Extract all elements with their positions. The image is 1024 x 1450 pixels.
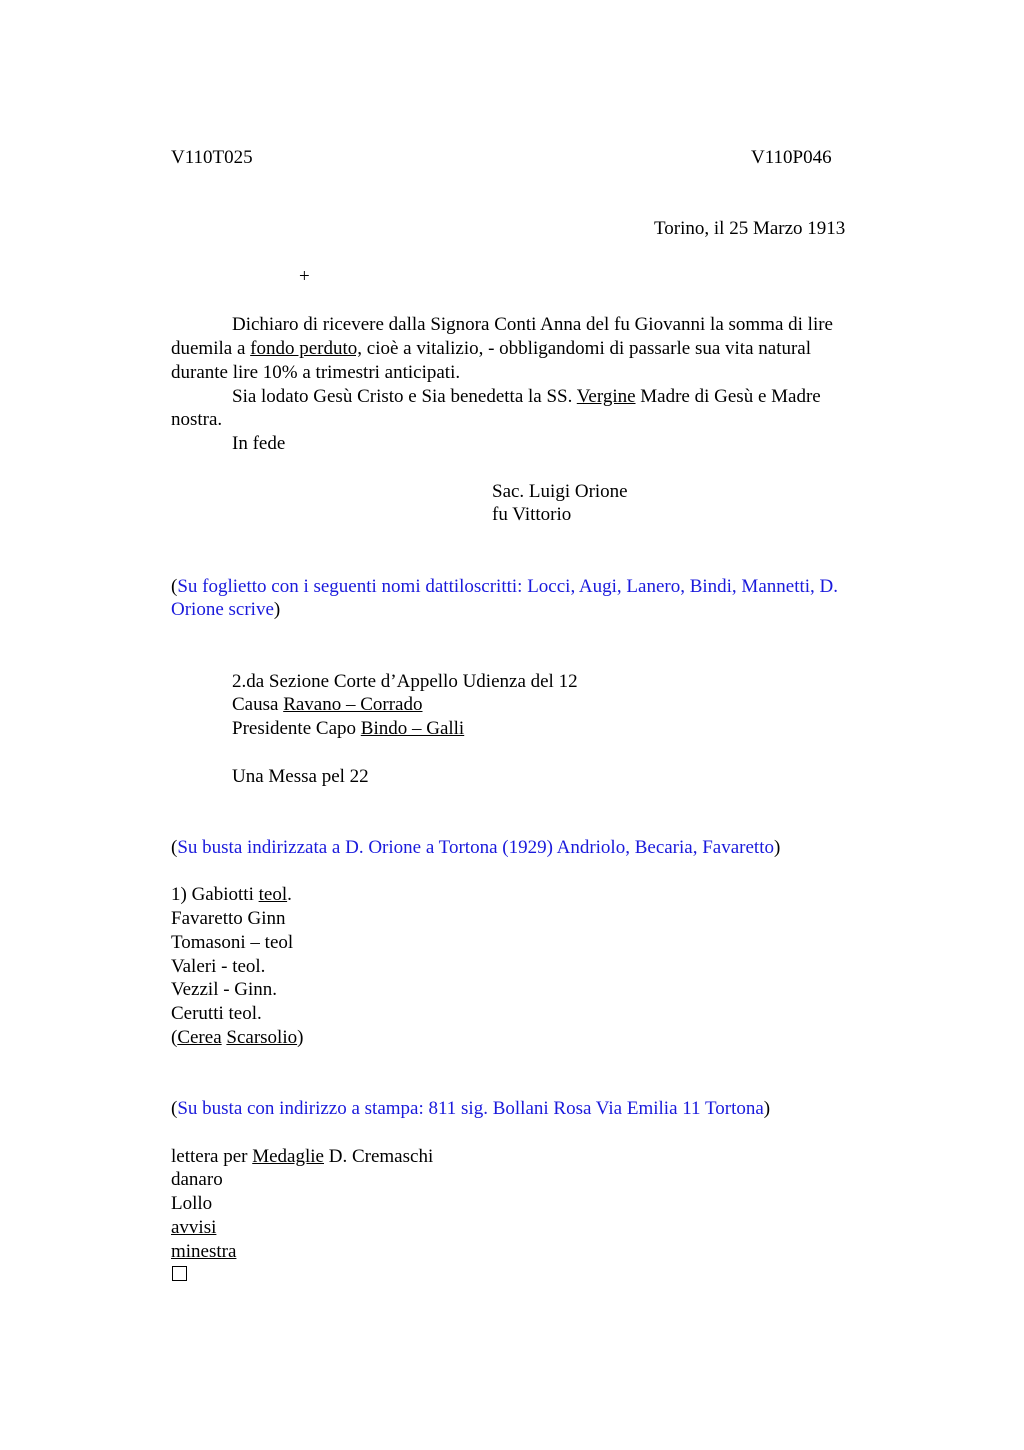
- list-item: Tomasoni – teol: [171, 932, 294, 953]
- underlined-word: teol: [258, 884, 288, 905]
- text-run: Sia lodato Gesù Cristo e Sia benedetta la SS.: [232, 386, 577, 407]
- editorial-note-text: Orione scrive: [171, 599, 274, 620]
- list-item: [171, 883, 292, 907]
- text-run: Presidente Capo: [232, 718, 361, 739]
- list-item: Vezzil - Ginn.: [171, 979, 278, 1000]
- list-item: danaro: [171, 1169, 223, 1190]
- empty-checkbox-icon: [172, 1263, 187, 1287]
- declaration-line-4: [232, 385, 821, 409]
- text-run: 1) Gabiotti: [171, 884, 259, 905]
- signature-father: fu Vittorio: [492, 504, 572, 525]
- bracket: ): [273, 599, 281, 620]
- text-run: cioè a vitalizio, - obbligandomi di passarle sua vita natural: [362, 338, 812, 359]
- list-item: Valeri - teol.: [171, 956, 266, 977]
- court-line-4: Una Messa pel 22: [232, 766, 369, 787]
- text-run: duemila a: [171, 338, 251, 359]
- editorial-note-2: [171, 836, 780, 860]
- list-item: Favaretto Ginn: [171, 908, 286, 929]
- court-line-2: [232, 693, 423, 717]
- bracket: (: [171, 837, 178, 858]
- text-run: D. Cremaschi: [324, 1146, 434, 1167]
- document-code-right: V110P046: [751, 147, 832, 168]
- list-item: [171, 1145, 433, 1169]
- bracket: ): [297, 1027, 304, 1048]
- list-item: [171, 1026, 303, 1050]
- bracket: ): [773, 837, 781, 858]
- underlined-word: Cerea: [177, 1027, 222, 1048]
- editorial-note-text: Su foglietto con i seguenti nomi dattiloscritti: Locci, Augi, Lanero, Bindi, Mannetti, D.: [177, 576, 839, 597]
- case-names: Ravano – Corrado: [283, 694, 423, 715]
- underlined-word-vergine: Vergine: [576, 386, 636, 407]
- text-run: Causa: [232, 694, 284, 715]
- underlined-word: Medaglie: [252, 1146, 324, 1167]
- bracket: (: [171, 1027, 178, 1048]
- date-line: Torino, il 25 Marzo 1913: [654, 218, 846, 239]
- declaration-line-5: nostra.: [171, 409, 223, 430]
- underlined-phrase-fondo-perduto: fondo perduto,: [250, 338, 363, 359]
- editorial-note-text: Su busta indirizzata a D. Orione a Tortona (1929) Andriolo, Becaria, Favaretto: [177, 837, 774, 858]
- declaration-line-1: Dichiaro di ricevere dalla Signora Conti Anna del fu Giovanni la somma di lire: [232, 314, 833, 335]
- document-code-left: V110T025: [171, 147, 253, 168]
- editorial-note-text: Su busta con indirizzo a stampa: 811 sig. Bollani Rosa Via Emilia 11 Tortona: [177, 1098, 764, 1119]
- editorial-note-1-line-1: [171, 575, 838, 599]
- cross-symbol: +: [299, 266, 310, 287]
- list-item: minestra: [171, 1241, 237, 1262]
- declaration-line-6: In fede: [232, 433, 286, 454]
- text-run: lettera per: [171, 1146, 253, 1167]
- text-run: Madre di Gesù e Madre: [635, 386, 821, 407]
- bracket: ): [763, 1098, 771, 1119]
- list-item: Lollo: [171, 1193, 213, 1214]
- signature-name: Sac. Luigi Orione: [492, 481, 628, 502]
- text-run: .: [287, 884, 292, 905]
- declaration-line-3: durante lire 10% a trimestri anticipati.: [171, 362, 461, 383]
- court-line-1: 2.da Sezione Corte d’Appello Udienza del 12: [232, 671, 578, 692]
- list-item: Cerutti teol.: [171, 1003, 262, 1024]
- court-line-3: [232, 717, 464, 741]
- declaration-line-2: [171, 337, 811, 361]
- president-names: Bindo – Galli: [360, 718, 465, 739]
- editorial-note-1-line-2: [171, 598, 280, 622]
- underlined-word: Scarsolio: [226, 1027, 298, 1048]
- editorial-note-3: [171, 1097, 770, 1121]
- bracket: (: [171, 576, 178, 597]
- list-item: avvisi: [171, 1217, 217, 1238]
- bracket: (: [171, 1098, 178, 1119]
